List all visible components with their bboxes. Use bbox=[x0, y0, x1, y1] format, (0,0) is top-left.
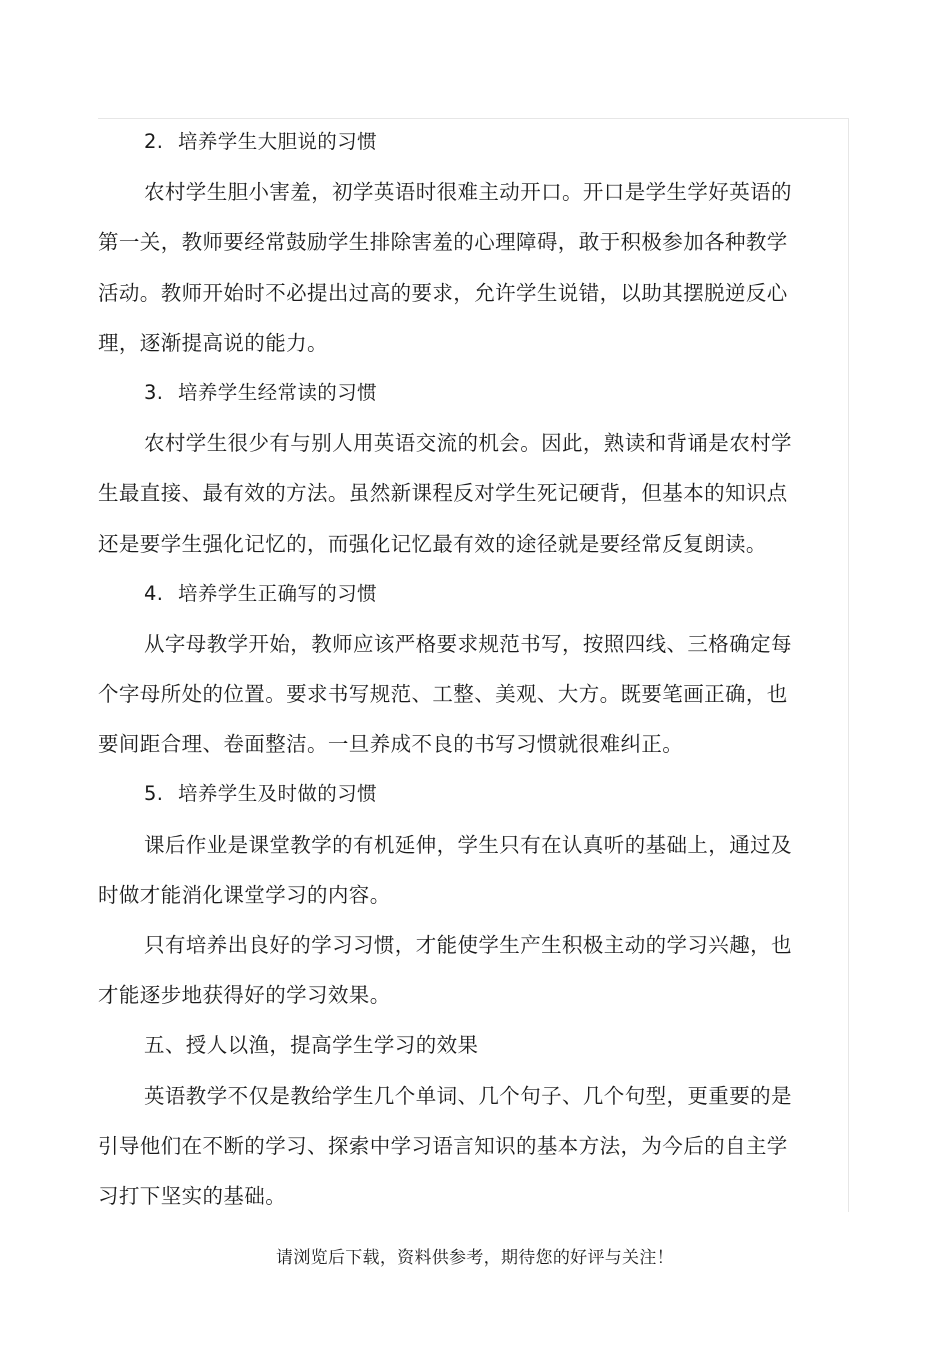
heading-number: 2. bbox=[144, 130, 164, 153]
heading-number: 4. bbox=[144, 581, 164, 605]
paragraph-line: 引导他们在不断的学习、探索中学习语言知识的基本方法，为今后的自主学 bbox=[98, 1133, 788, 1158]
paragraph-line: 理，逐渐提高说的能力。 bbox=[98, 330, 328, 355]
heading-text: 培养学生正确写的习惯 bbox=[178, 581, 378, 605]
paragraph-line: 生最直接、最有效的方法。虽然新课程反对学生死记硬背，但基本的知识点 bbox=[98, 481, 788, 506]
heading-text: 培养学生及时做的习惯 bbox=[178, 782, 378, 806]
heading-number: 3. bbox=[144, 380, 164, 404]
heading-number: 5. bbox=[144, 782, 164, 806]
paragraph-first-line: 从字母教学开始，教师应该严格要求规范书写，按照四线、三格确定每 bbox=[144, 631, 792, 656]
paragraph-first-line: 只有培养出良好的学习习惯，才能使学生产生积极主动的学习兴趣，也 bbox=[144, 933, 792, 957]
subsection-heading bbox=[98, 769, 794, 819]
paragraph-line: 第一关，教师要经常鼓励学生排除害羞的心理障碍，敢于积极参加各种教学 bbox=[98, 230, 788, 255]
document-body bbox=[98, 117, 794, 1221]
paragraph-line: 时做才能消化课堂学习的内容。 bbox=[98, 882, 391, 907]
paragraph-first-line: 英语教学不仅是教给学生几个单词、几个句子、几个句型，更重要的是 bbox=[144, 1083, 792, 1108]
heading-text: 培养学生经常读的习惯 bbox=[178, 380, 378, 404]
paragraph-first-line: 课后作业是课堂教学的有机延伸，学生只有在认真听的基础上，通过及 bbox=[144, 832, 792, 857]
paragraph-first-line: 农村学生胆小害羞，初学英语时很难主动开口。开口是学生学好英语的 bbox=[144, 180, 792, 205]
heading-text: 培养学生大胆说的习惯 bbox=[178, 130, 378, 153]
paragraph-line: 要间距合理、卷面整洁。一旦养成不良的书写习惯就很难纠正。 bbox=[98, 732, 684, 757]
paragraph-line: 个字母所处的位置。要求书写规范、工整、美观、大方。既要笔画正确，也 bbox=[98, 682, 788, 707]
paragraph-first-line: 农村学生很少有与别人用英语交流的机会。因此，熟读和背诵是农村学 bbox=[144, 431, 792, 456]
paragraph-line: 才能逐步地获得好的学习效果。 bbox=[98, 983, 391, 1008]
subsection-heading bbox=[98, 368, 794, 418]
paragraph-line: 还是要学生强化记忆的，而强化记忆最有效的途径就是要经常反复朗读。 bbox=[98, 531, 767, 556]
paragraph-line: 习打下坚实的基础。 bbox=[98, 1183, 287, 1208]
paragraph-line: 活动。教师开始时不必提出过高的要求，允许学生说错，以助其摆脱逆反心 bbox=[98, 280, 788, 305]
subsection-heading bbox=[98, 117, 794, 167]
section-heading: 五、授人以渔，提高学生学习的效果 bbox=[144, 1033, 479, 1058]
footer-note: 请浏览后下载，资料供参考，期待您的好评与关注！ bbox=[276, 1248, 674, 1268]
subsection-heading bbox=[98, 569, 794, 619]
page-border-right bbox=[848, 118, 849, 1212]
